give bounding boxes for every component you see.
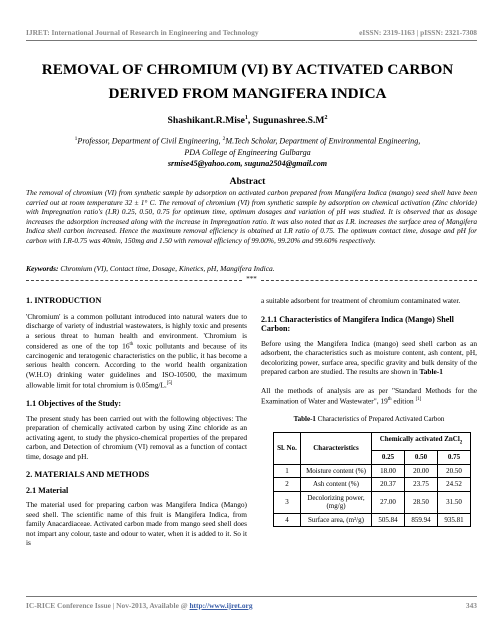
cell-sl: 1 [274,464,301,478]
author-1: Shashikant.R.Mise [167,115,245,127]
intro-heading: 1. INTRODUCTION [26,296,102,305]
cell-name: Decolorizing power, (mg/g) [301,491,372,513]
author-2: Sugunashree.S.M [252,115,325,127]
paper-title-line2: DERIVED FROM MANGIFERA INDICA [108,85,387,102]
methods-ref: [1] [415,397,422,402]
affiliation-line1 [0,134,495,147]
affil-mark-2: 2 [222,136,226,142]
cell-sl: 2 [274,478,301,492]
cell-value: 505.84 [372,513,405,527]
paper-title-line1: REMOVAL OF CHROMIUM (VI) BY ACTIVATED CARBON [41,61,454,78]
table-header-row [274,433,471,451]
author-list [0,115,495,126]
cell-value: 20.37 [372,478,405,492]
abstract-heading: Abstract [229,176,266,187]
table-row [274,491,471,513]
separator-stars: *** [246,275,257,283]
affil-text-2: M.Tech Scholar, Department of Environmental Engineering, [225,136,421,146]
char-table-ref: Table-1 [419,367,443,376]
intro-sup: th [129,342,134,347]
affil-mark-1: 1 [74,136,78,142]
cell-value: 18.00 [372,464,405,478]
table-row [274,513,471,527]
page-number: 343 [465,601,477,610]
cell-value: 859.94 [405,513,438,527]
footer-issue: IC-RICE Conference Issue | Nov-2013, Available @ [26,601,190,610]
cell-sl: 4 [274,513,301,527]
author-emails: srmise45@yahoo.com, suguna2504@gmail.com [167,158,328,168]
author-separator: , [247,115,253,127]
footer-rule [26,596,477,597]
group-sub: 2 [459,440,463,446]
cell-value: 28.50 [405,491,438,513]
cell-name: Moisture content (%) [301,464,372,478]
footer-left [26,601,253,610]
material-heading: 2.1 Material [26,485,69,495]
separator-line-right [261,280,477,281]
objectives-heading: 1.1 Objectives of the Study: [26,399,122,409]
header-rule [26,40,477,41]
cell-value: 31.50 [438,491,471,513]
keywords-label: Keywords: [26,264,59,273]
keywords [26,264,477,273]
table-caption [261,415,477,425]
intro-paragraph [26,312,247,391]
col-header-ir-3: 0.75 [438,451,471,465]
intro-text-a: 'Chromium' is a common pollutant introduced into natural waters due to discharge of variety of industrial wastewaters, is highly toxic and presents a serious threat to human health and environment. 'Chromium is considered as one of the top 16 [26,311,247,351]
col-header-sl: Sl. No. [274,433,301,464]
characteristics-table [273,432,471,527]
col-header-group [372,433,471,451]
table-row [274,464,471,478]
table-label: Table-1 [293,414,316,423]
cell-name: Ash content (%) [301,478,372,492]
col-header-ir-2: 0.50 [405,451,438,465]
running-footer [26,601,477,610]
cell-name: Surface area, (m²/g) [301,513,372,527]
group-label: Chemically activated ZnCl [379,435,460,444]
abstract-body: The removal of chromium (VI) from synthetic sample by adsorption on activated carbon prepared from Mangifera Indica (mango) seed shell have been carried out at room temperature 32 ± 1° C. The removal of chromium (VI) from synthetic sample by adsorption on chemical activation (Zinc chloride) with Impregnation ratio's (I.R) 0.25, 0.50, 0.75 for optimum time, optimum dosages and variation of pH was studied. It is observed that as dosage increases the adsorption increased along with the increase in Impregnation ratio. It was also noted that as I.R. increases the surface area of Mangifera Indica shell carbon increased. Hence the maximum removal efficiency is obtained at I.R ratio of 0.75. The optimum contact time, dosage and pH for carbon with I.R-0.75 was 40min, 150mg and 1.50 with removal efficiency of 99.00%, 99.20% and 99.60% respectively. [26,188,477,245]
characteristics-heading: 2.1.1 Characteristics of Mangifera Indica (Mango) Shell Carbon: [261,314,454,333]
characteristics-paragraph [261,339,477,377]
affiliation-line2: PDA College of Engineering Gulbarga [184,147,311,157]
methods-paragraph [261,386,477,406]
cell-value: 27.00 [372,491,405,513]
cell-value: 20.00 [405,464,438,478]
journal-name: IJRET: International Journal of Research in Engineering and Technology [26,28,259,37]
cell-sl: 3 [274,491,301,513]
running-header [26,28,477,37]
affil-text-1: Professor, Department of Civil Engineering, [77,136,223,146]
methods-sup: th [387,397,392,402]
left-column [26,296,247,557]
author-1-mark: 1 [244,115,248,121]
methods-text-2: edition [391,396,416,406]
cell-value: 24.52 [438,478,471,492]
objectives-paragraph: The present study has been carried out with the following objectives: The preparation of chemically activated carbon by using Zinc chloride as an activating agent, to study the physico-chemical properties of the prepared carbon, and Detection of chromium (VI) removal as a function of contact time, dosage and pH. [26,413,247,461]
col-header-characteristics: Characteristics [301,433,372,464]
material-paragraph: The material used for preparing carbon was Mangifera Indica (Mango) seed shell. The scientific name of this fruit is Mangifera Indica, from family Anacardiaceae. Activated carbon made from mango seed shell does not impart any colour, taste and odour to water, when it is added to it. So it is [26,500,247,548]
cell-value: 20.50 [438,464,471,478]
cell-value: 23.75 [405,478,438,492]
intro-text-b: toxic pollutants and because of its carcinogenic and teratogenic characteristics on the public, it has become a serious health concern. According to the world health organization (W.H.O) drinking water guidelines and ISO-10500, the maximum allowable limit for total chromium is 0.05mg/L. [26,341,247,390]
author-2-mark: 2 [324,115,328,121]
section-separator [26,276,477,286]
char-text: Before using the Mangifera Indica (mango) seed shell carbon as an adsorbent, the characteristics such as moisture content, ash content, pH, decolorizing power, surface area, specific gravity and bulk density of the prepared carbon are studied. The results are shown in [261,338,477,376]
issn: eISSN: 2319-1163 | pISSN: 2321-7308 [359,28,477,37]
table-row [274,478,471,492]
right-column [261,296,477,527]
col-header-ir-1: 0.25 [372,451,405,465]
keywords-text: Chromium (VI), Contact time, Dosage, Kinetics, pH, Mangifera Indica. [58,264,275,273]
methods-heading: 2. MATERIALS AND METHODS [26,470,150,480]
intro-ref: [5] [166,381,173,387]
table-caption-text: Characteristics of Prepared Activated Carbon [315,414,445,423]
journal-link[interactable]: http://www.ijret.org [189,601,253,610]
cell-value: 935.81 [438,513,471,527]
continued-paragraph: a suitable adsorbent for treatment of chromium contaminated water. [261,296,461,305]
affiliation-block [0,134,495,169]
methods-text: All the methods of analysis are as per "Standard Methods for the Examination of Water and Wastewater", 19 [261,385,477,406]
